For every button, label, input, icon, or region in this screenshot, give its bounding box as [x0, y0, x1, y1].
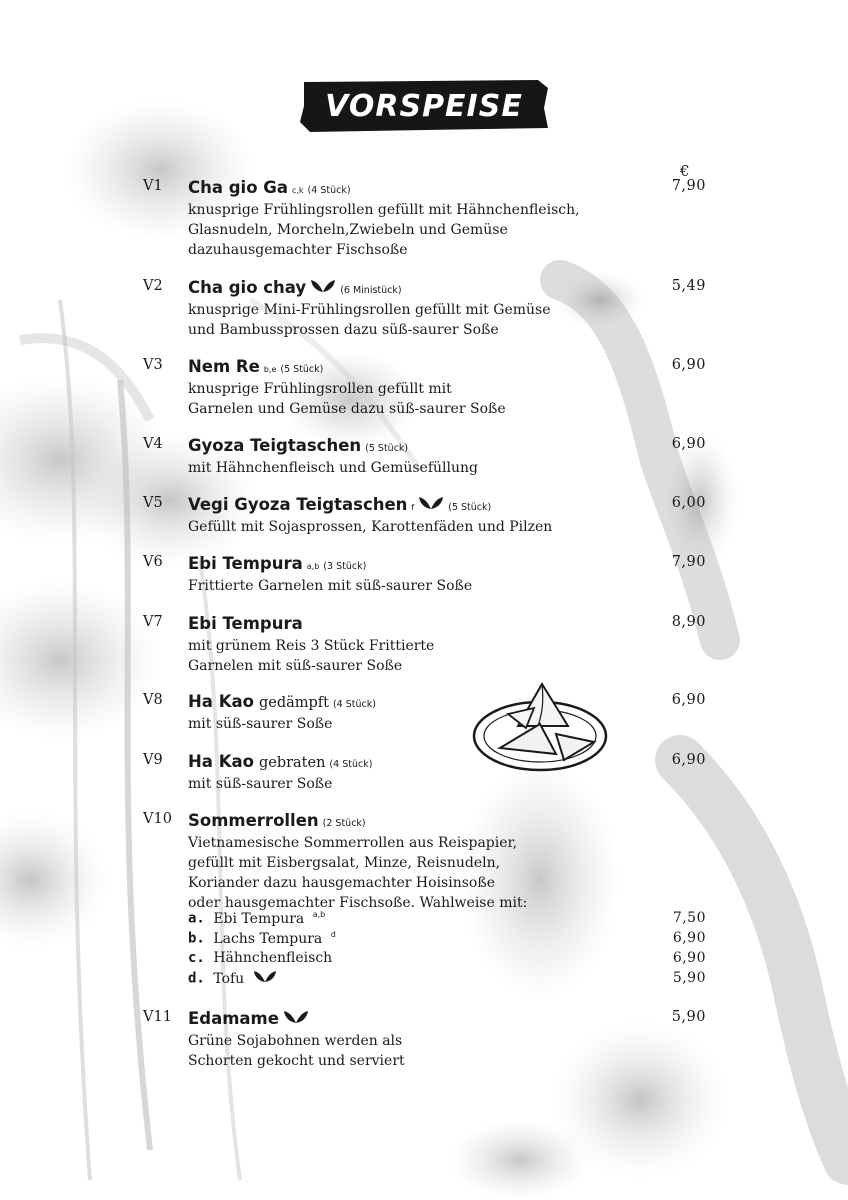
- option-price: 7,50: [672, 910, 706, 926]
- item-preparation: gedämpft: [258, 695, 329, 711]
- allergen-codes: a,b: [312, 910, 326, 919]
- item-code: V11: [143, 1009, 172, 1025]
- item-name: Edamame: [188, 1009, 279, 1028]
- item-code: V10: [143, 811, 172, 827]
- option-row: [188, 930, 706, 950]
- item-description: Gefüllt mit Sojasprossen, Karottenfäden und Pilzen: [188, 519, 553, 535]
- item-name: Cha gio chay: [188, 278, 307, 297]
- item-price: 6,90: [671, 436, 706, 452]
- allergen-codes: a,b: [306, 562, 320, 571]
- item-description: mit süß-saurer Soße: [188, 716, 333, 732]
- option-label: Lachs Tempura: [213, 930, 323, 947]
- item-name: Vegi Gyoza Teigtaschen: [188, 495, 408, 514]
- item-name: Ha Kao: [188, 692, 254, 711]
- allergen-codes: b,e: [263, 365, 277, 374]
- option-price: 6,90: [672, 930, 706, 946]
- item-code: V1: [143, 178, 163, 194]
- option-row: [188, 950, 706, 970]
- item-description: Grüne Sojabohnen werden als Schorten gekocht und serviert: [188, 1033, 405, 1069]
- item-quantity: (4 Stück): [332, 699, 376, 710]
- item-code: V8: [143, 692, 163, 708]
- item-description: mit süß-saurer Soße: [188, 776, 333, 792]
- item-quantity: (5 Stück): [448, 502, 492, 513]
- section-title: VORSPEISE: [325, 88, 523, 124]
- option-price: 5,90: [672, 970, 706, 986]
- item-price: 6,00: [671, 495, 706, 511]
- option-row: [188, 910, 706, 930]
- currency-symbol: €: [680, 162, 690, 180]
- item-name: Gyoza Teigtaschen: [188, 436, 362, 455]
- option-label: Hähnchenfleisch: [213, 950, 333, 966]
- section-title-banner: [298, 78, 550, 134]
- item-description: knusprige Frühlingsrollen gefüllt mit Garnelen und Gemüse dazu süß-saurer Soße: [188, 381, 506, 417]
- item-description: mit Hähnchenfleisch und Gemüsefüllung: [188, 460, 478, 476]
- option-row: [188, 970, 706, 990]
- item-code: V6: [143, 554, 163, 570]
- item-description: Frittierte Garnelen mit süß-saurer Soße: [188, 578, 473, 594]
- item-code: V7: [143, 614, 163, 630]
- item-description: mit grünem Reis 3 Stück Frittierte Garnelen mit süß-saurer Soße: [188, 638, 435, 674]
- item-name: Ha Kao: [188, 752, 254, 771]
- option-letter: c.: [188, 950, 205, 966]
- option-letter: b.: [188, 930, 205, 947]
- option-letter: d.: [188, 970, 205, 987]
- allergen-codes: d: [330, 930, 336, 939]
- item-price: 5,90: [671, 1009, 706, 1025]
- item-code: V2: [143, 278, 163, 294]
- allergen-codes: f: [411, 503, 415, 512]
- item-name: Ebi Tempura: [188, 614, 303, 633]
- item-price: 6,90: [671, 357, 706, 373]
- item-quantity: (5 Stück): [365, 443, 409, 454]
- item-price: 5,49: [671, 278, 706, 294]
- option-label: Ebi Tempura: [213, 910, 305, 927]
- item-quantity: (4 Stück): [329, 759, 373, 770]
- leaf-icon: [310, 278, 336, 297]
- dumpling-plate-icon: [472, 678, 612, 778]
- item-description: knusprige Frühlingsrollen gefüllt mit Hähnchenfleisch, Glasnudeln, Morcheln,Zwiebeln und Gemüse dazuhausgemachter Fischsoße: [188, 202, 580, 258]
- option-price: 6,90: [672, 950, 706, 966]
- item-price: 6,90: [671, 752, 706, 768]
- item-name: Nem Re: [188, 357, 260, 376]
- allergen-codes: c,k: [291, 186, 304, 195]
- item-code: V5: [143, 495, 163, 511]
- item-code: V3: [143, 357, 163, 373]
- leaf-icon: [253, 970, 277, 987]
- leaf-icon: [418, 495, 444, 514]
- item-code: V4: [143, 436, 163, 452]
- item-description: knusprige Mini-Frühlingsrollen gefüllt mit Gemüse und Bambussprossen dazu süß-saurer Soße: [188, 302, 551, 338]
- option-letter: a.: [188, 910, 205, 927]
- item-name: Cha gio Ga: [188, 178, 288, 197]
- item-name: Sommerrollen: [188, 811, 319, 830]
- item-name: Ebi Tempura: [188, 554, 303, 573]
- option-label: Tofu: [213, 970, 245, 987]
- leaf-icon: [283, 1009, 309, 1028]
- item-quantity: (2 Stück): [322, 818, 366, 829]
- item-price: 7,90: [671, 178, 706, 194]
- item-price: 8,90: [671, 614, 706, 630]
- item-code: V9: [143, 752, 163, 768]
- item-description: Vietnamesische Sommerrollen aus Reispapier, gefüllt mit Eisbergsalat, Minze, Reisnudeln, Koriander dazu hausgemachter Hoisinsoße oder hausgemachter Fischsoße. Wahlweise mit:: [188, 835, 528, 911]
- item-price: 6,90: [671, 692, 706, 708]
- item-quantity: (6 Ministück): [340, 285, 402, 296]
- item-price: 7,90: [671, 554, 706, 570]
- item-quantity: (3 Stück): [323, 561, 367, 572]
- item-quantity: (5 Stück): [280, 364, 324, 375]
- item-preparation: gebraten: [258, 755, 326, 771]
- item-quantity: (4 Stück): [307, 185, 351, 196]
